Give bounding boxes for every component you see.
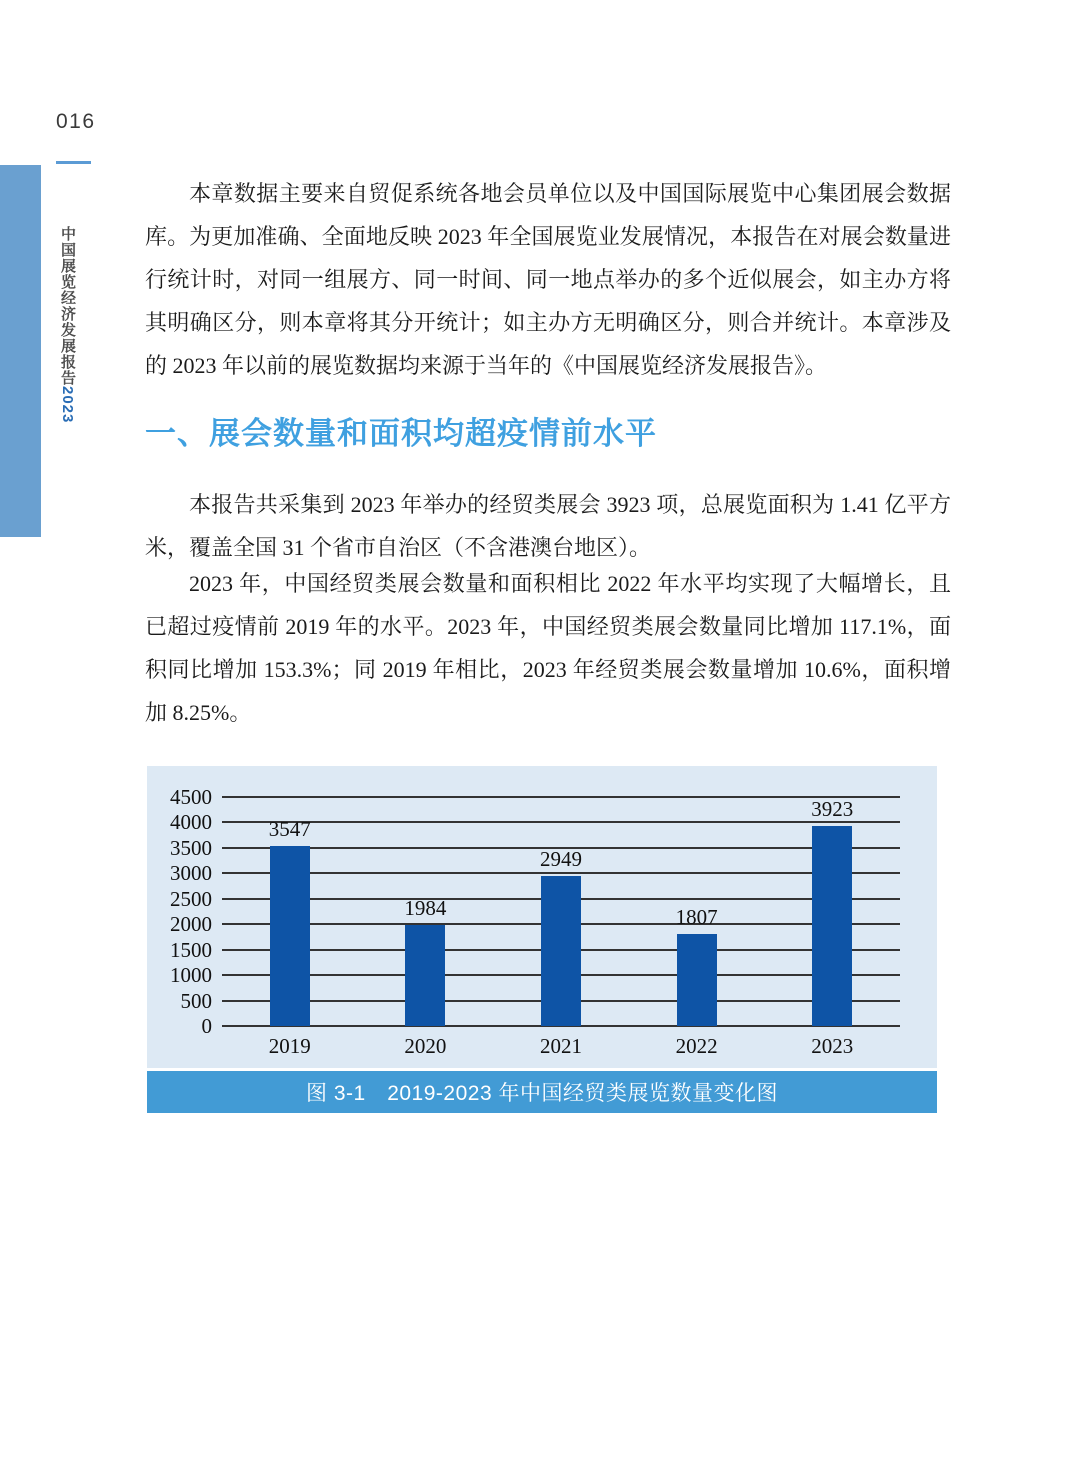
x-axis-tick-label: 2019 [268,1034,311,1058]
bar-2021 [541,876,581,1026]
y-axis-tick-label: 1500 [170,937,212,962]
page-number-rule [56,161,91,164]
y-axis-tick-label: 3500 [170,835,212,860]
x-axis-tick-label: 2022 [675,1034,718,1058]
y-axis-tick-label: 2500 [170,886,212,911]
statistics-paragraph: 本报告共采集到 2023 年举办的经贸类展会 3923 项，总展览面积为 1.41 亿平方米，覆盖全国 31 个省市自治区（不含港澳台地区）。 [145,492,951,560]
bar-2023 [812,826,852,1026]
bar-value-label: 2949 [540,846,582,871]
y-axis-tick-label: 0 [201,1014,212,1038]
x-axis-tick-label: 2023 [811,1034,854,1058]
bar-2019 [270,846,310,1027]
sidebar-accent-bar [0,165,41,537]
y-axis-tick-label: 500 [180,988,212,1013]
x-axis-tick-label: 2021 [540,1034,582,1058]
figure-caption: 图 3-1 2019-2023 年中国经贸类展览数量变化图 [147,1071,937,1113]
growth-paragraph: 2023 年，中国经贸类展会数量和面积相比 2022 年水平均实现了大幅增长，且已超过疫情前 2019 年的水平。2023 年，中国经贸类展会数量同比增加 117.1%，面积同比增加 153.3%；同 2019 年相比，2023 年经贸类展会数量增加 10.6%，面积增加 8.25%。 [145,571,951,725]
bar-chart-panel [147,766,937,1068]
sidebar-vertical-spine [57,226,78,423]
y-axis-tick-label: 3000 [170,861,212,886]
chart-plot [170,785,900,1058]
y-axis-tick-label: 2000 [170,912,212,937]
y-axis-tick-label: 4000 [170,810,212,835]
report-year-vertical: 2023 [59,386,76,424]
gridline [222,872,900,874]
y-axis-tick-label: 1000 [170,963,212,988]
bar-value-label: 1807 [675,905,718,930]
bar-value-label: 1984 [404,896,447,921]
bar-2020 [405,925,445,1026]
section-heading: 一、展会数量和面积均超疫情前水平 [145,416,657,451]
page-number: 016 [56,110,96,133]
bar-2022 [677,934,717,1026]
bar-value-label: 3547 [268,816,311,841]
x-axis-tick-label: 2020 [404,1034,447,1058]
figure-3-1 [147,766,937,1113]
y-axis-tick-label: 4500 [170,785,212,809]
intro-paragraph: 本章数据主要来自贸促系统各地会员单位以及中国国际展览中心集团展会数据库。为更加准确、全面地反映 2023 年全国展览业发展情况，本报告在对展会数量进行统计时，对同一组展方、同一时间、同一地点举办的多个近似展会，如主办方将其明确区分，则本章将其分开统计；如主办方无明确区分，则合并统计。本章涉及的 2023 年以前的展览数据均来源于当年的《中国展览经济发展报告》。 [145,181,951,378]
bar-value-label: 3923 [811,797,854,822]
report-title-vertical: 中国展览经济发展报告 [59,226,76,386]
